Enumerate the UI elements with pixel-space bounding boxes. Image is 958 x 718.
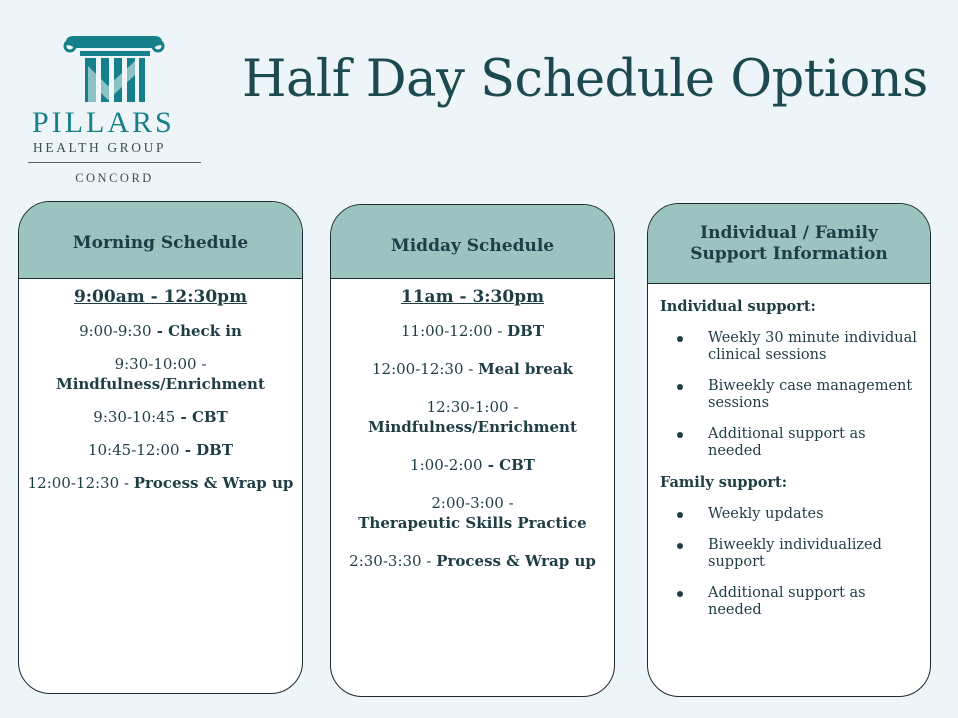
list-item: [660, 330, 918, 364]
entry-separator: -: [492, 322, 508, 340]
schedule-entry: [19, 407, 302, 427]
morning-schedule-card: [18, 201, 303, 694]
bullet-icon: [677, 384, 683, 390]
morning-schedule-heading: Morning Schedule: [19, 202, 302, 279]
entry-activity: Process & Wrap up: [133, 474, 294, 492]
entry-activity: DBT: [196, 441, 234, 459]
list-item-text: Biweekly case management sessions: [708, 378, 913, 411]
entry-separator: -: [463, 360, 479, 378]
support-heading-line1: Individual / Family: [700, 222, 878, 243]
entry-activity: DBT: [507, 322, 544, 340]
list-item-text: Weekly 30 minute individual clinical sessions: [708, 330, 917, 363]
entry-time: 9:30-10:45: [93, 408, 176, 426]
list-item: [660, 426, 918, 460]
midday-time-range: 11am - 3:30pm: [400, 287, 545, 307]
entry-time: 2:00-3:00: [431, 494, 504, 512]
entry-time: 10:45-12:00: [87, 441, 180, 459]
bullet-icon: [677, 591, 683, 597]
entry-time: 12:00-12:30: [372, 360, 464, 378]
pillars-logo: [28, 28, 204, 193]
schedule-entry: [19, 473, 302, 493]
entry-time: 12:00-12:30: [27, 474, 120, 492]
list-item-text: Additional support as needed: [708, 426, 866, 459]
entry-time: 9:00-9:30: [79, 322, 152, 340]
logo-location: CONCORD: [75, 171, 154, 185]
entry-separator: -: [421, 552, 437, 570]
entry-activity: Mindfulness/Enrichment: [368, 418, 577, 436]
entry-activity: Mindfulness/Enrichment: [56, 375, 265, 393]
bullet-icon: [677, 512, 683, 518]
list-item-text: Additional support as needed: [708, 585, 866, 618]
entry-separator: -: [503, 494, 514, 512]
bullet-icon: [677, 543, 683, 549]
family-support-label: Family support:: [660, 474, 788, 491]
page-title: Half Day Schedule Options: [242, 50, 928, 109]
entry-time: 1:00-2:00: [410, 456, 483, 474]
morning-time-range: 9:00am - 12:30pm: [73, 287, 248, 307]
list-item: [660, 585, 918, 619]
list-item-text: Weekly updates: [708, 506, 824, 522]
entry-separator: -: [179, 441, 197, 459]
individual-support-list: [660, 330, 918, 460]
support-heading-line2: Support Information: [690, 243, 888, 264]
logo-subtitle: HEALTH GROUP: [33, 140, 167, 155]
list-item: [660, 378, 918, 412]
entry-activity: CBT: [499, 456, 535, 474]
entry-separator: -: [175, 408, 192, 426]
list-item-text: Biweekly individualized support: [708, 537, 882, 570]
schedule-entry: [19, 321, 302, 341]
schedule-entry: [331, 493, 614, 533]
schedule-entry: [19, 354, 302, 394]
pillar-icon: [28, 28, 204, 108]
entry-separator: -: [508, 398, 519, 416]
entry-time: 9:30-10:00: [114, 355, 197, 373]
entry-activity: Process & Wrap up: [436, 552, 596, 570]
support-information-card: [647, 203, 931, 697]
morning-entries: [19, 321, 302, 493]
midday-entries: [331, 321, 614, 571]
list-item: [660, 506, 918, 523]
schedule-entry: [331, 551, 614, 571]
entry-activity: Meal break: [478, 360, 573, 378]
entry-separator: -: [196, 355, 207, 373]
schedule-entry: [331, 321, 614, 341]
schedule-entry: [331, 359, 614, 379]
entry-time: 2:30-3:30: [349, 552, 422, 570]
individual-support-label: Individual support:: [660, 298, 816, 315]
list-item: [660, 537, 918, 571]
entry-separator: -: [482, 456, 500, 474]
logo-divider: [28, 162, 201, 163]
midday-schedule-card: [330, 204, 615, 697]
schedule-entry: [19, 440, 302, 460]
schedule-entry: [331, 397, 614, 437]
midday-schedule-heading: Midday Schedule: [331, 205, 614, 279]
entry-activity: CBT: [191, 408, 228, 426]
entry-separator: -: [119, 474, 134, 492]
bullet-icon: [677, 432, 683, 438]
entry-time: 11:00-12:00: [401, 322, 493, 340]
logo-name: PILLARS: [32, 106, 175, 139]
support-details: [648, 284, 930, 619]
bullet-icon: [677, 336, 683, 342]
entry-time: 12:30-1:00: [426, 398, 509, 416]
support-information-heading: [648, 204, 930, 284]
entry-separator: -: [151, 322, 169, 340]
schedule-entry: [331, 455, 614, 475]
family-support-list: [660, 506, 918, 619]
entry-activity: Therapeutic Skills Practice: [358, 514, 587, 532]
entry-activity: Check in: [168, 322, 242, 340]
